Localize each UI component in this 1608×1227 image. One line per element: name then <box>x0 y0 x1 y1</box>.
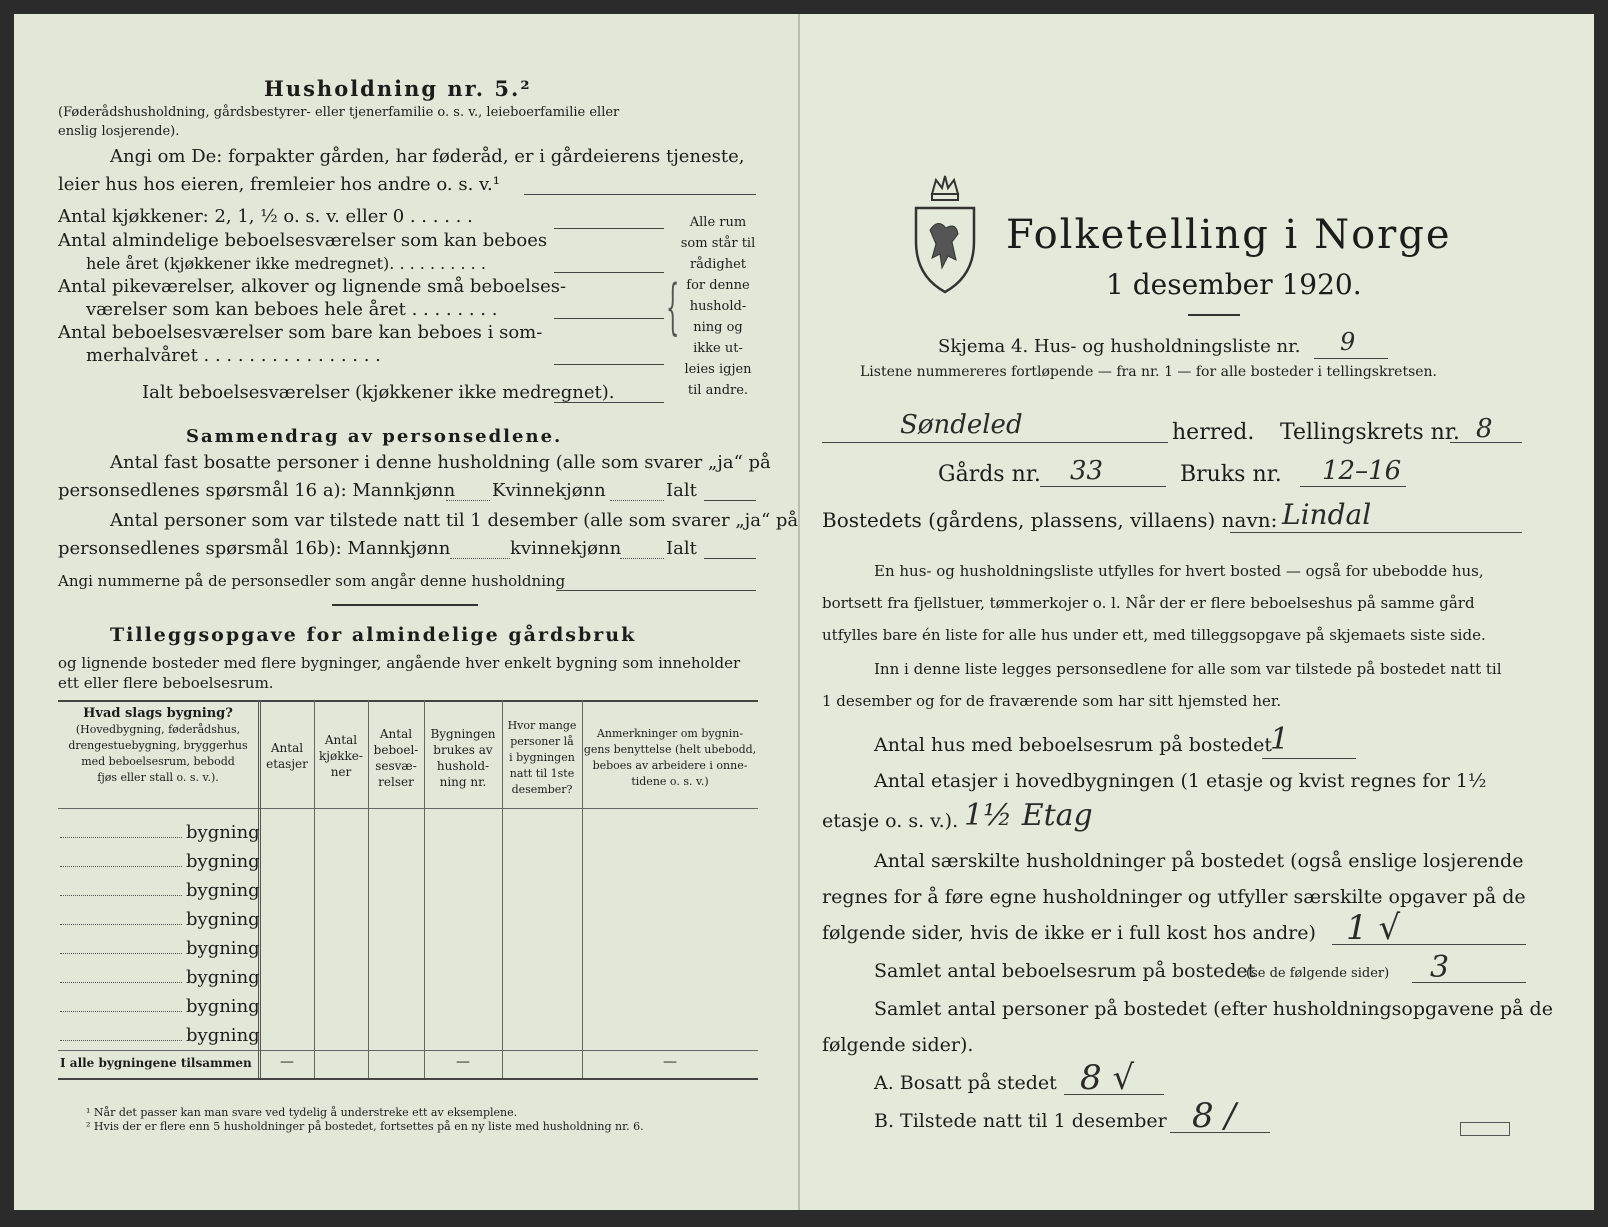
resident-female-label: Kvinnekjønn <box>492 480 606 501</box>
instruction-4: Inn i denne liste legges personsedlene for alle som var tilstede på bostedet natt til <box>874 660 1502 678</box>
side-note-6: ning og <box>693 320 743 335</box>
row-label: bygning <box>186 822 260 843</box>
table-row[interactable] <box>60 905 260 934</box>
gards-line <box>1040 486 1166 487</box>
footnote-2: ² Hvis der er flere enn 5 husholdninger på bostedet, fortsettes på en ny liste med husholdning nr. 6. <box>86 1120 644 1133</box>
rooms-answer-3[interactable] <box>554 364 664 365</box>
total-remarks-dash: — <box>663 1054 677 1070</box>
rooms-line-2: hele året (kjøkkener ikke medregnet). . . . . . . . . . <box>86 254 486 273</box>
herred-line <box>822 442 1168 443</box>
summary-line-1: Antal fast bosatte personer i denne husholdning (alle som svarer „ja“ på <box>110 452 771 473</box>
instruction-2: bortsett fra fjellstuer, tømmerkojer o. l. Når der er flere beboelseshus på samme gård <box>822 594 1475 612</box>
kitchens-answer[interactable] <box>554 228 664 229</box>
q-rooms: Samlet antal beboelsesrum på bostedet <box>874 960 1256 982</box>
row-label: bygning <box>186 938 260 959</box>
table-header-rule <box>58 808 758 809</box>
rooms-line-4: værelser som kan beboes hele året . . . . . . . . <box>86 299 498 320</box>
bosted-value[interactable]: Lindal <box>1282 498 1372 531</box>
col-header-household-line: brukes av <box>433 743 493 757</box>
row-label: bygning <box>186 996 260 1017</box>
instruction-3: utfylles bare én liste for alle hus under ett, med tilleggsopgave på skjemaets siste side. <box>822 626 1486 644</box>
a-households-line <box>1332 944 1526 945</box>
q-resident: A. Bosatt på stedet <box>874 1072 1057 1094</box>
rooms-line-6: merhalvåret . . . . . . . . . . . . . . . . <box>86 345 381 366</box>
table-row[interactable] <box>60 934 260 963</box>
col-header-household <box>424 726 502 790</box>
q-households-3: følgende sider, hvis de ikke er i full kost hos andre) <box>822 922 1316 944</box>
summary-title: Sammendrag av personsedlene. <box>186 426 563 447</box>
side-note-5: hushold- <box>689 299 747 314</box>
side-note <box>678 212 758 401</box>
angi-line-2: leier hus hos eieren, fremleier hos andre o. s. v.¹ <box>58 174 500 195</box>
table-row[interactable] <box>60 963 260 992</box>
rooms-total-answer[interactable] <box>554 402 664 403</box>
summary-line-2: personsedlenes spørsmål 16 a): Mannkjønn <box>58 480 456 501</box>
a-resident[interactable]: 8 √ <box>1080 1058 1135 1098</box>
col-header-rooms-line: beboel- <box>373 743 419 757</box>
intro-line-2: enslig losjerende). <box>58 124 180 139</box>
col-header-persons-line: natt til 1ste <box>509 767 575 780</box>
col-header-type-line: fjøs eller stall o. s. v.). <box>97 771 219 784</box>
col-header-household-line: Bygningen <box>430 727 496 741</box>
kitchens-line: Antal kjøkkener: 2, 1, ½ o. s. v. eller 0 . . . . . . <box>58 206 473 227</box>
bruks-value[interactable]: 12–16 <box>1322 456 1402 486</box>
herred-label: herred. <box>1172 420 1255 445</box>
resident-total-field[interactable] <box>704 500 756 501</box>
footnote-1: ¹ Når det passer kan man svare ved tydelig å understreke ett av eksemplene. <box>86 1106 518 1119</box>
present-male-field[interactable] <box>450 558 510 559</box>
col-header-floors <box>260 740 314 772</box>
supplement-line-2: ett eller flere beboelsesrum. <box>58 674 274 692</box>
q-houses: Antal hus med beboelsesrum på bostedet <box>874 734 1273 756</box>
row-label: bygning <box>186 1025 260 1046</box>
a-houses-line <box>1262 758 1356 759</box>
left-page <box>14 14 798 1210</box>
present-total-label: Ialt <box>666 538 697 559</box>
side-note-1: Alle rum <box>689 215 747 230</box>
row-label: bygning <box>186 967 260 988</box>
table-row[interactable] <box>60 1021 260 1050</box>
instruction-5: 1 desember og for de fraværende som har sitt hjemsted her. <box>822 692 1282 710</box>
census-title: Folketelling i Norge <box>1006 212 1452 258</box>
col-header-rooms <box>368 726 424 790</box>
krets-label: Tellingskrets nr. <box>1280 420 1460 445</box>
instruction-1: En hus- og husholdningsliste utfylles for hvert bosted — også for ubebodde hus, <box>874 562 1484 580</box>
side-note-4: for denne <box>686 278 750 293</box>
col-header-remarks-line: beboes av arbeidere i onne- <box>592 759 748 772</box>
col-header-floors-line: etasjer <box>266 757 308 771</box>
schema-number-line <box>1314 358 1388 359</box>
col-header-persons-line: desember? <box>511 783 573 796</box>
col-header-kitchens-line: ner <box>330 765 352 779</box>
col-header-rooms-line: Antal <box>379 727 413 741</box>
col-header-persons <box>502 718 582 798</box>
brace-icon: { <box>666 272 680 342</box>
col-header-kitchens <box>314 732 368 780</box>
a-present-line <box>1170 1132 1270 1133</box>
col-header-type-line: (Hovedbygning, føderådshus, <box>75 723 241 736</box>
total-row-label: I alle bygningene tilsammen <box>60 1056 252 1070</box>
rooms-line-3: Antal pikeværelser, alkover og lignende små beboelses- <box>58 276 567 297</box>
schema-number[interactable]: 9 <box>1340 328 1356 356</box>
table-top-rule <box>58 700 758 702</box>
col-header-rooms-line: relser <box>378 775 414 789</box>
coat-of-arms-icon <box>912 172 978 296</box>
row-label: bygning <box>186 880 260 901</box>
col-header-persons-line: i bygningen <box>509 751 575 764</box>
a-houses[interactable]: 1 <box>1270 722 1290 757</box>
rooms-total-label: Ialt beboelsesværelser (kjøkkener ikke medregnet). <box>142 382 615 403</box>
col-header-type-line: med beboelsesrum, bebodd <box>81 755 235 768</box>
table-row[interactable] <box>60 847 260 876</box>
col-header-persons-line: Hvor mange <box>507 719 577 732</box>
intro-line-1: (Føderådshusholdning, gårdsbestyrer- eller tjenerfamilie o. s. v., leieboerfamilie eller <box>58 105 620 120</box>
rooms-answer-2[interactable] <box>554 318 664 319</box>
divider <box>332 604 478 606</box>
col-header-kitchens-line: kjøkke- <box>319 749 363 763</box>
gards-value[interactable]: 33 <box>1070 456 1104 486</box>
col-header-kitchens-line: Antal <box>324 733 358 747</box>
q-households-1: Antal særskilte husholdninger på bostedet (også enslige losjerende <box>874 850 1524 872</box>
a-rooms-line <box>1412 982 1526 983</box>
q-present: B. Tilstede natt til 1 desember <box>874 1110 1167 1132</box>
q-rooms-note: (se de følgende sider) <box>1246 966 1390 981</box>
row-label: bygning <box>186 909 260 930</box>
table-row[interactable] <box>60 876 260 905</box>
census-date: 1 desember 1920. <box>1106 268 1362 301</box>
rooms-answer-1[interactable] <box>554 272 664 273</box>
q-floors-2: etasje o. s. v.). <box>822 810 959 832</box>
col-header-remarks-line: gens benyttelse (helt ubebodd, <box>583 743 757 756</box>
total-household-dash: — <box>456 1054 470 1070</box>
side-note-8: leies igjen <box>684 362 752 377</box>
col-header-remarks <box>582 726 758 790</box>
summary-line-3: Antal personer som var tilstede natt til 1 desember (alle som svarer „ja“ på <box>110 510 799 531</box>
table-total-top-rule <box>58 1050 758 1051</box>
q-households-2: regnes for å føre egne husholdninger og utfyller særskilte opgaver på de <box>822 886 1526 908</box>
side-note-7: ikke ut- <box>693 341 743 356</box>
household-title: Husholdning nr. 5.² <box>264 76 532 101</box>
q-floors-1: Antal etasjer i hovedbygningen (1 etasje og kvist regnes for 1½ <box>874 770 1487 792</box>
q-persons-2: følgende sider). <box>822 1034 974 1056</box>
herred-value[interactable]: Søndeled <box>900 410 1023 440</box>
bosted-line <box>1230 532 1522 533</box>
resident-total-label: Ialt <box>666 480 697 501</box>
col-header-remarks-line: tidene o. s. v.) <box>631 775 709 788</box>
col-header-remarks-line: Anmerkninger om bygnin- <box>596 727 744 740</box>
col-header-household-line: ning nr. <box>439 775 487 789</box>
angi-line-1: Angi om De: forpakter gården, har føderåd, er i gårdeierens tjeneste, <box>110 146 745 167</box>
a-households[interactable]: 1 √ <box>1346 908 1401 948</box>
table-bottom-rule <box>58 1078 758 1080</box>
summary-line-4: personsedlenes spørsmål 16b): Mannkjønn <box>58 538 451 559</box>
bosted-label: Bostedets (gårdens, plassens, villaens) navn: <box>822 508 1278 532</box>
printer-stamp <box>1460 1122 1510 1136</box>
side-note-9: til andre. <box>687 383 749 398</box>
present-female-field[interactable] <box>620 558 664 559</box>
col-header-type-title: Hvad slags bygning? <box>83 706 233 721</box>
present-female-label: kvinnekjønn <box>510 538 622 559</box>
rooms-line-5: Antal beboelsesværelser som bare kan beboes i som- <box>58 322 543 343</box>
building-rows <box>60 818 260 1050</box>
angi-answer-line[interactable] <box>524 194 756 195</box>
col-header-floors-line: Antal <box>270 741 304 755</box>
personsedler-field[interactable] <box>556 590 756 591</box>
krets-value[interactable]: 8 <box>1476 414 1493 444</box>
table-row[interactable] <box>60 992 260 1021</box>
title-divider <box>1188 314 1240 316</box>
rooms-line-1: Antal almindelige beboelsesværelser som kan beboes <box>58 230 548 251</box>
resident-male-field[interactable] <box>446 500 490 501</box>
bruks-label: Bruks nr. <box>1180 462 1282 487</box>
col-header-persons-line: personer lå <box>510 735 574 748</box>
row-label: bygning <box>186 851 260 872</box>
total-floors-dash: — <box>280 1054 294 1070</box>
a-present[interactable]: 8 / <box>1192 1096 1236 1136</box>
col-header-household-line: hushold- <box>436 759 490 773</box>
schema-line: Skjema 4. Hus- og husholdningsliste nr. <box>938 336 1301 357</box>
col-header-type-line: drengestuebygning, bryggerhus <box>68 739 248 752</box>
col-header-type <box>58 706 258 786</box>
supplement-line-1: og lignende bosteder med flere bygninger, angående hver enkelt bygning som inneholder <box>58 654 741 672</box>
side-note-2: som står til <box>680 236 756 251</box>
supplement-title: Tilleggsopgave for almindelige gårdsbruk <box>110 624 637 646</box>
gards-label: Gårds nr. <box>938 462 1041 487</box>
a-rooms[interactable]: 3 <box>1430 950 1450 985</box>
present-total-field[interactable] <box>704 558 756 559</box>
summary-line-5: Angi nummerne på de personsedler som angår denne husholdning <box>58 572 566 590</box>
col-header-rooms-line: sesvæ- <box>375 759 417 773</box>
right-page <box>800 14 1594 1210</box>
q-persons-1: Samlet antal personer på bostedet (efter husholdningsopgavene på de <box>874 998 1553 1020</box>
resident-female-field[interactable] <box>610 500 664 501</box>
side-note-3: rådighet <box>689 257 747 272</box>
a-resident-line <box>1064 1094 1164 1095</box>
krets-line <box>1450 442 1522 443</box>
a-floors[interactable]: 1½ Etag <box>964 798 1093 833</box>
table-row[interactable] <box>60 818 260 847</box>
numbering-note: Listene nummereres fortløpende — fra nr. 1 — for alle bosteder i tellingskretsen. <box>860 364 1438 380</box>
bruks-line <box>1300 486 1406 487</box>
